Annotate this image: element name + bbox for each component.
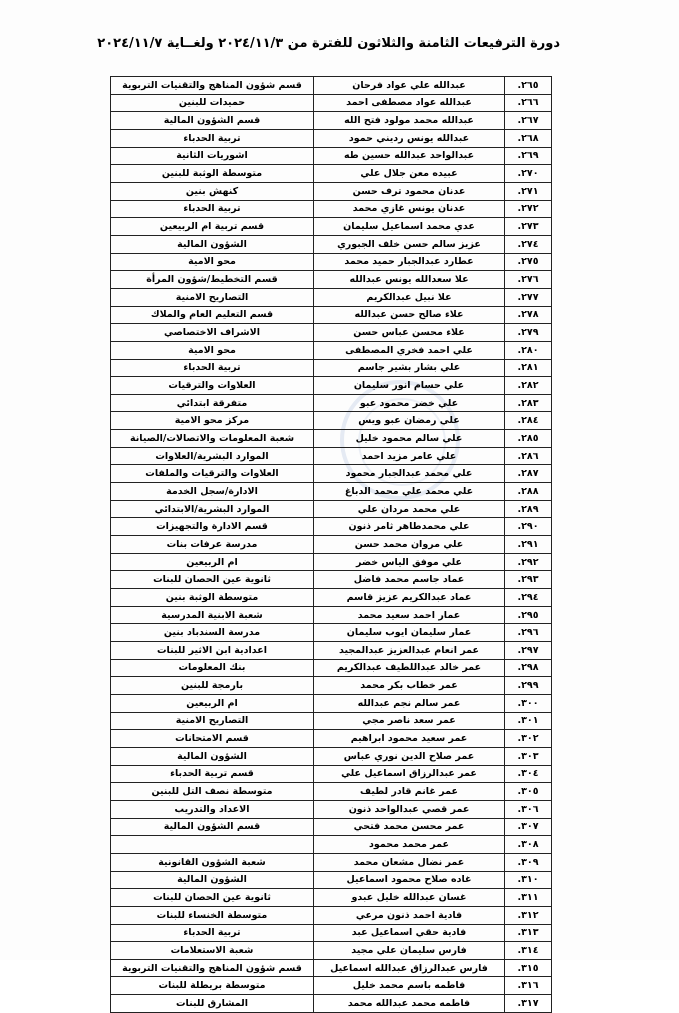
table-row <box>111 377 552 395</box>
employee-name: عبيده معن جلال علي <box>314 165 505 183</box>
row-number: .٢٨٤ <box>505 412 552 430</box>
employee-name: عمر قصي عبدالواحد ذنون <box>314 800 505 818</box>
row-number: .٣٠٤ <box>505 765 552 783</box>
department-name: ام الربيعين <box>111 694 314 712</box>
table-row <box>111 659 552 677</box>
row-number: .٢٧٠ <box>505 165 552 183</box>
department-name: ام الربيعين <box>111 553 314 571</box>
row-number: .٣٠٣ <box>505 747 552 765</box>
employee-name: علي سالم محمود خليل <box>314 430 505 448</box>
employee-name: عبدالله علي عواد فرحان <box>314 77 505 95</box>
row-number: .٢٧٧ <box>505 288 552 306</box>
promotions-table <box>110 76 552 1013</box>
table-row <box>111 306 552 324</box>
employee-name: فارس سليمان علي مجيد <box>314 942 505 960</box>
employee-name: علي حسام انور سليمان <box>314 377 505 395</box>
row-number: .٢٧٩ <box>505 324 552 342</box>
table-row <box>111 800 552 818</box>
row-number: .٢٧٤ <box>505 235 552 253</box>
row-number: .٣١٢ <box>505 906 552 924</box>
row-number: .٣١٧ <box>505 995 552 1013</box>
employee-name: عمار احمد سعيد محمد <box>314 606 505 624</box>
row-number: .٣٠٩ <box>505 853 552 871</box>
table-row <box>111 500 552 518</box>
employee-name: علي محمد علي محمد الدباغ <box>314 483 505 501</box>
employee-name: عمر خالد عبداللطيف عبدالكريم <box>314 659 505 677</box>
department-name: مركز محو الامية <box>111 412 314 430</box>
row-number: .٢٦٩ <box>505 147 552 165</box>
table-row <box>111 129 552 147</box>
row-number: .٢٩٩ <box>505 677 552 695</box>
department-name: العلاوات والترقيات <box>111 377 314 395</box>
row-number: .٢٩٣ <box>505 571 552 589</box>
row-number: .٢٨٣ <box>505 394 552 412</box>
table-row <box>111 536 552 554</box>
table-row <box>111 818 552 836</box>
employee-name: فارس عبدالرزاق عبدالله اسماعيل <box>314 959 505 977</box>
table-row <box>111 94 552 112</box>
department-name: شعبة المعلومات والاتصالات/الصيانة <box>111 430 314 448</box>
department-name: قسم شؤون المناهج والتقنيات التربوية <box>111 959 314 977</box>
table-row <box>111 836 552 854</box>
department-name: قسم الشؤون المالية <box>111 818 314 836</box>
table-body <box>111 77 552 1013</box>
department-name: محو الامية <box>111 341 314 359</box>
table-row <box>111 959 552 977</box>
department-name: متوسطة الخنساء للبنات <box>111 906 314 924</box>
row-number: .٢٧٨ <box>505 306 552 324</box>
table-row <box>111 518 552 536</box>
row-number: .٣٠٠ <box>505 694 552 712</box>
employee-name: علي موفق الياس خضر <box>314 553 505 571</box>
employee-name: علي بشار بشير جاسم <box>314 359 505 377</box>
employee-name: غاده صلاح محمود اسماعيل <box>314 871 505 889</box>
employee-name: علي محمد عبدالجبار محمود <box>314 465 505 483</box>
employee-name: علاء صالح حسن عبدالله <box>314 306 505 324</box>
department-name: حميدات للبنين <box>111 94 314 112</box>
department-name: متوسطة نصف التل للبنين <box>111 783 314 801</box>
department-name: تربية الحدباء <box>111 200 314 218</box>
table-row <box>111 447 552 465</box>
table-row <box>111 712 552 730</box>
employee-name: عبدالواحد عبدالله حسين طه <box>314 147 505 165</box>
row-number: .٢٨٧ <box>505 465 552 483</box>
employee-name: عدنان يونس غازي محمد <box>314 200 505 218</box>
row-number: .٣٠٨ <box>505 836 552 854</box>
department-name: متفرقة ابتدائي <box>111 394 314 412</box>
department-name: بنك المعلومات <box>111 659 314 677</box>
row-number: .٢٩٠ <box>505 518 552 536</box>
department-name: قسم تربية ام الربيعين <box>111 218 314 236</box>
row-number: .٣٠٦ <box>505 800 552 818</box>
table-row <box>111 853 552 871</box>
employee-name: عبدالله محمد مولود فتح الله <box>314 112 505 130</box>
employee-name: علي مروان محمد حسن <box>314 536 505 554</box>
table-row <box>111 977 552 995</box>
row-number: .٣١٥ <box>505 959 552 977</box>
table-row <box>111 694 552 712</box>
row-number: .٣١٣ <box>505 924 552 942</box>
table-row <box>111 341 552 359</box>
employee-name: علي احمد فخري المصطفى <box>314 341 505 359</box>
department-name: محو الامية <box>111 253 314 271</box>
department-name: مدرسة السندباد بنين <box>111 624 314 642</box>
employee-name: عمر نضال مشعان محمد <box>314 853 505 871</box>
table-row <box>111 271 552 289</box>
department-name: شعبة الابنية المدرسية <box>111 606 314 624</box>
department-name: تربية الحدباء <box>111 129 314 147</box>
employee-name: فاطمه باسم محمد خليل <box>314 977 505 995</box>
table-row <box>111 747 552 765</box>
row-number: .٢٨٨ <box>505 483 552 501</box>
department-name: الشؤون المالية <box>111 747 314 765</box>
department-name: قسم الادارة والتجهيزات <box>111 518 314 536</box>
employee-name: عطارد عبدالجبار حميد محمد <box>314 253 505 271</box>
employee-name: غسان عبدالله خليل عبدو <box>314 889 505 907</box>
row-number: .٢٨١ <box>505 359 552 377</box>
table-row <box>111 359 552 377</box>
department-name: متوسطة الوثبة للبنين <box>111 165 314 183</box>
table-row <box>111 235 552 253</box>
row-number: .٣٠٢ <box>505 730 552 748</box>
table-row <box>111 677 552 695</box>
row-number: .٢٩١ <box>505 536 552 554</box>
department-name: شعبة الشؤون القانونية <box>111 853 314 871</box>
department-name: ثانوية عين الحصان للبنات <box>111 571 314 589</box>
employee-name: عمر غانم قادر لطيف <box>314 783 505 801</box>
employee-name: علا سعدالله يونس عبدالله <box>314 271 505 289</box>
employee-name: عبدالله عواد مصطفى احمد <box>314 94 505 112</box>
table-row <box>111 642 552 660</box>
table-row <box>111 483 552 501</box>
department-name: قسم التعليم العام والملاك <box>111 306 314 324</box>
table-row <box>111 571 552 589</box>
department-name: الموارد البشرية/الابتدائي <box>111 500 314 518</box>
employee-name: علي رمضان عبو ويس <box>314 412 505 430</box>
table-row <box>111 783 552 801</box>
department-name: الاشراف الاختصاصي <box>111 324 314 342</box>
table-row <box>111 765 552 783</box>
employee-name: علا نبيل عبدالكريم <box>314 288 505 306</box>
row-number: .٢٩٦ <box>505 624 552 642</box>
table-row <box>111 942 552 960</box>
department-name: الشؤون المالية <box>111 871 314 889</box>
table-row <box>111 589 552 607</box>
row-number: .٢٧١ <box>505 182 552 200</box>
row-number: .٢٨٦ <box>505 447 552 465</box>
row-number: .٢٧٢ <box>505 200 552 218</box>
row-number: .٢٨٥ <box>505 430 552 448</box>
table-row <box>111 165 552 183</box>
department-name: الادارة/سجل الخدمة <box>111 483 314 501</box>
table-row <box>111 200 552 218</box>
department-name: اشوريات الثانية <box>111 147 314 165</box>
table-row <box>111 288 552 306</box>
employee-name: عمر سعد ناصر مجي <box>314 712 505 730</box>
table-row <box>111 889 552 907</box>
employee-name: عمار سليمان ايوب سليمان <box>314 624 505 642</box>
document-title: دورة الترفيعات الثامنة والثلاثون للفترة من ٢٠٢٤/١١/٣ ولغــاية ٢٠٢٤/١١/٧ <box>97 36 560 51</box>
table-row <box>111 624 552 642</box>
employee-name: فادية احمد ذنون مرعي <box>314 906 505 924</box>
department-name: تربية الحدباء <box>111 924 314 942</box>
table-row <box>111 147 552 165</box>
row-number: .٣١٦ <box>505 977 552 995</box>
table-row <box>111 182 552 200</box>
employee-name: عمر سعيد محمود ابراهيم <box>314 730 505 748</box>
employee-name: فادية حقي اسماعيل عبد <box>314 924 505 942</box>
department-name: اعدادية ابن الاثير للبنات <box>111 642 314 660</box>
row-number: .٢٦٧ <box>505 112 552 130</box>
table-row <box>111 112 552 130</box>
employee-name: عماد عبدالكريم عزيز قاسم <box>314 589 505 607</box>
department-name: التصاريح الامنية <box>111 712 314 730</box>
employee-name: علي محمد مردان علي <box>314 500 505 518</box>
row-number: .٢٨٠ <box>505 341 552 359</box>
department-name: مدرسة عرفات بنات <box>111 536 314 554</box>
employee-name: عمر صلاح الدين نوري عباس <box>314 747 505 765</box>
row-number: .٣١١ <box>505 889 552 907</box>
row-number: .٢٧٣ <box>505 218 552 236</box>
employee-name: عمر سالم نجم عبدالله <box>314 694 505 712</box>
department-name: قسم الشؤون المالية <box>111 112 314 130</box>
department-name: قسم الامتحانات <box>111 730 314 748</box>
table-row <box>111 906 552 924</box>
row-number: .٢٦٨ <box>505 129 552 147</box>
department-name: المشارق للبنات <box>111 995 314 1013</box>
table-row <box>111 324 552 342</box>
table-row <box>111 77 552 95</box>
employee-name: عدنان محمود ترف حسن <box>314 182 505 200</box>
employee-name: عمر خطاب بكر محمد <box>314 677 505 695</box>
table-row <box>111 394 552 412</box>
row-number: .٢٦٥ <box>505 77 552 95</box>
department-name: ثانوية عين الحصان للبنات <box>111 889 314 907</box>
department-name: بارمجة للبنين <box>111 677 314 695</box>
department-name: العلاوات والترقيات والملفات <box>111 465 314 483</box>
row-number: .٣٠٧ <box>505 818 552 836</box>
row-number: .٢٧٥ <box>505 253 552 271</box>
employee-name: علي خضر محمود عبو <box>314 394 505 412</box>
table-row <box>111 465 552 483</box>
department-name: قسم تربية الحدباء <box>111 765 314 783</box>
department-name: الشؤون المالية <box>111 235 314 253</box>
table-row <box>111 871 552 889</box>
employee-name: عمر عبدالرزاق اسماعيل علي <box>314 765 505 783</box>
row-number: .٣١٤ <box>505 942 552 960</box>
employee-name: عمر محسن محمد فتحي <box>314 818 505 836</box>
employee-name: علي محمدطاهر ثامر ذنون <box>314 518 505 536</box>
row-number: .٣٠١ <box>505 712 552 730</box>
employee-name: فاطمه محمد عبدالله محمد <box>314 995 505 1013</box>
row-number: .٢٩٧ <box>505 642 552 660</box>
employee-name: عماد جاسم محمد فاضل <box>314 571 505 589</box>
row-number: .٢٩٤ <box>505 589 552 607</box>
department-name: شعبة الاستعلامات <box>111 942 314 960</box>
row-number: .٢٦٦ <box>505 94 552 112</box>
department-name <box>111 836 314 854</box>
row-number: .٢٨٩ <box>505 500 552 518</box>
employee-name: عمر انعام عبدالعزيز عبدالمجيد <box>314 642 505 660</box>
row-number: .٢٩٥ <box>505 606 552 624</box>
table-row <box>111 924 552 942</box>
employee-name: عزيز سالم حسن خلف الجبوري <box>314 235 505 253</box>
department-name: تربية الحدباء <box>111 359 314 377</box>
row-number: .٢٨٢ <box>505 377 552 395</box>
row-number: .٣١٠ <box>505 871 552 889</box>
row-number: .٢٩٨ <box>505 659 552 677</box>
table-row <box>111 218 552 236</box>
employee-name: عدي محمد اسماعيل سليمان <box>314 218 505 236</box>
employee-name: علي عامر مزيد احمد <box>314 447 505 465</box>
department-name: متوسطة الوثبة بنين <box>111 589 314 607</box>
employee-name: عبدالله يونس رديني حمود <box>314 129 505 147</box>
employee-name: عمر محمد محمود <box>314 836 505 854</box>
department-name: متوسطة بريطلة للبنات <box>111 977 314 995</box>
department-name: التصاريح الامنية <box>111 288 314 306</box>
department-name: كنهش بنين <box>111 182 314 200</box>
table-row <box>111 995 552 1013</box>
row-number: .٢٧٦ <box>505 271 552 289</box>
table-row <box>111 730 552 748</box>
row-number: .٢٩٢ <box>505 553 552 571</box>
table-row <box>111 430 552 448</box>
department-name: الموارد البشرية/العلاوات <box>111 447 314 465</box>
department-name: الاعداد والتدريب <box>111 800 314 818</box>
table-row <box>111 606 552 624</box>
table-row <box>111 253 552 271</box>
row-number: .٣٠٥ <box>505 783 552 801</box>
table-row <box>111 412 552 430</box>
department-name: قسم شؤون المناهج والتقنيات التربوية <box>111 77 314 95</box>
employee-name: علاء محسن عباس حسن <box>314 324 505 342</box>
department-name: قسم التخطيط/شؤون المرأة <box>111 271 314 289</box>
table-row <box>111 553 552 571</box>
